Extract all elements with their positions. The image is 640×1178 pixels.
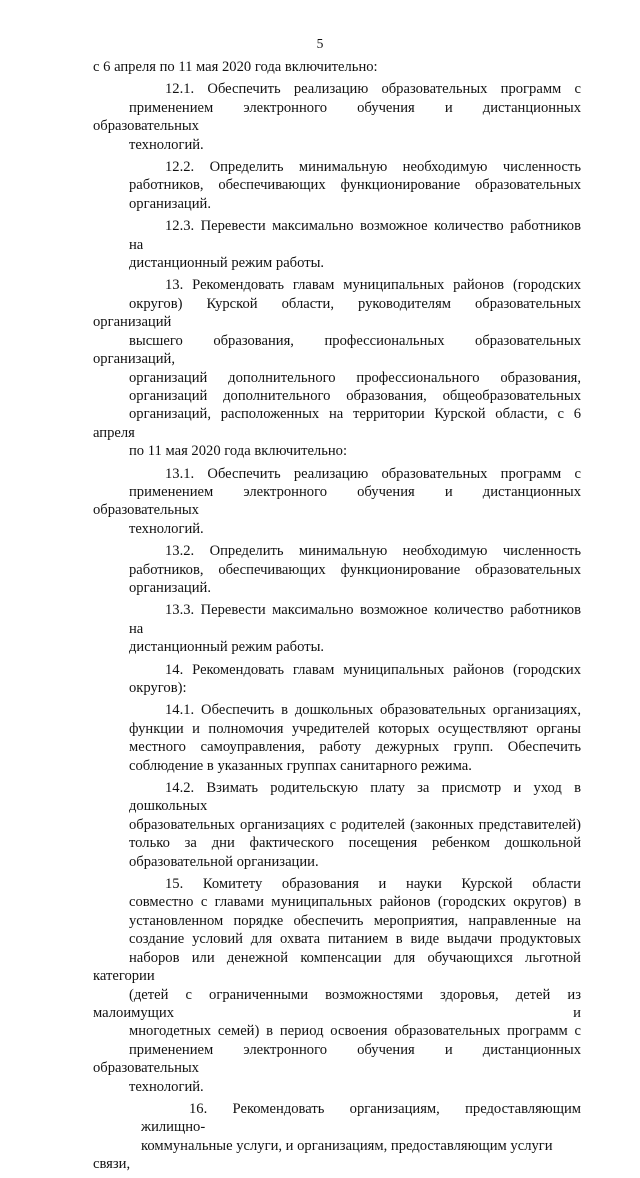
paragraph (93, 1100, 581, 1174)
page-number: 5 (316, 36, 324, 51)
text-line: соблюдение в указанных группах санитарного режима. (129, 757, 472, 774)
text-line: 12.1. Обеспечить реализацию образовательных программ с (165, 81, 581, 98)
paragraph (93, 601, 581, 656)
text-line: 14.2. Взимать родительскую плату за присмотр и уход в дошкольных (129, 780, 581, 815)
paragraph (93, 542, 581, 597)
text-line: установленном порядке обеспечить мероприятия, направленные на (129, 912, 581, 929)
paragraph (93, 661, 581, 698)
text-line: организаций. (129, 579, 211, 596)
text-line: 13. Рекомендовать главам муниципальных районов (городских (165, 277, 581, 294)
text-line: организаций. (129, 195, 211, 212)
text-line: 14.1. Обеспечить в дошкольных образовательных организациях, (165, 702, 581, 719)
text-line: по 11 мая 2020 года включительно: (129, 443, 348, 460)
paragraph (93, 80, 581, 154)
text-line: 13.3. Перевести максимально возможное количество работников на (129, 602, 581, 637)
text-line: округов): (129, 680, 187, 696)
text-line: только за дни фактического посещения ребенком дошкольной (129, 835, 581, 852)
text-line: работников, обеспечивающих функционирование образовательных (129, 561, 581, 578)
text-line: организаций, расположенных на территории Курской области, с 6 апреля (93, 406, 581, 441)
text-line: округов) Курской области, руководителям образовательных организаций (93, 295, 581, 331)
text-line: 16. Рекомендовать организациям, предоставляющим жилищно- (141, 1100, 581, 1136)
paragraph (93, 875, 581, 1096)
text-line: организаций дополнительного образования, общеобразовательных (129, 387, 581, 404)
text-line: организаций дополнительного профессионального образования, (129, 369, 581, 386)
text-line: многодетных семей) в период освоения образовательных программ с (129, 1023, 581, 1040)
text-line: 12.3. Перевести максимально возможное количество работников на (129, 218, 581, 253)
text-line: применением электронного обучения и дистанционных образовательных (93, 483, 581, 519)
text-line: работников, обеспечивающих функционирование образовательных (129, 177, 581, 194)
paragraph (93, 158, 581, 213)
text-line: дистанционный режим работы. (129, 639, 325, 656)
text-line: образовательной организации. (129, 853, 319, 870)
text-line: 14. Рекомендовать главам муниципальных районов (городских (165, 661, 581, 678)
text-line: применением электронного обучения и дистанционных образовательных (93, 99, 581, 135)
text-line: (детей с ограниченными возможностями здоровья, детей из малоимущих и (93, 986, 581, 1021)
paragraph (93, 465, 581, 539)
text-line: наборов или денежной компенсации для обучающихся льготной категории (93, 949, 581, 985)
text-line: 12.2. Определить минимальную необходимую численность (165, 159, 581, 176)
text-line: применением электронного обучения и дистанционных образовательных (93, 1041, 581, 1077)
text-line: технологий. (129, 1078, 204, 1095)
paragraph (93, 217, 581, 272)
paragraph (93, 701, 581, 775)
text-line: функции и полномочия учредителей которых осуществляют органы (129, 720, 581, 737)
text-line: высшего образования, профессиональных образовательных организаций, (93, 332, 581, 368)
paragraph (93, 779, 581, 871)
document-body (93, 58, 581, 1178)
text-line: коммунальные услуги, и организациям, предоставляющим услуги связи, (93, 1137, 553, 1173)
text-line: технологий. (129, 136, 204, 153)
text-line: образовательных организациях с родителей (законных представителей) (129, 816, 581, 833)
text-line: дистанционный режим работы. (129, 255, 325, 272)
text-line: местного самоуправления, работу дежурных групп. Обеспечить (129, 739, 581, 756)
text-line: 13.1. Обеспечить реализацию образовательных программ с (165, 465, 581, 482)
text-line: 15. Комитету образования и науки Курской области (165, 876, 581, 893)
text-line: совместно с главами муниципальных районов (городских округов) в (129, 894, 581, 911)
text-line: создание условий для охвата питанием в виде выдачи продуктовых (129, 931, 581, 948)
paragraph (93, 276, 581, 460)
text-line: технологий. (129, 520, 204, 537)
text-line: с 6 апреля по 11 мая 2020 года включительно: (93, 59, 378, 75)
paragraph (93, 58, 581, 76)
text-line: 13.2. Определить минимальную необходимую численность (165, 543, 581, 560)
